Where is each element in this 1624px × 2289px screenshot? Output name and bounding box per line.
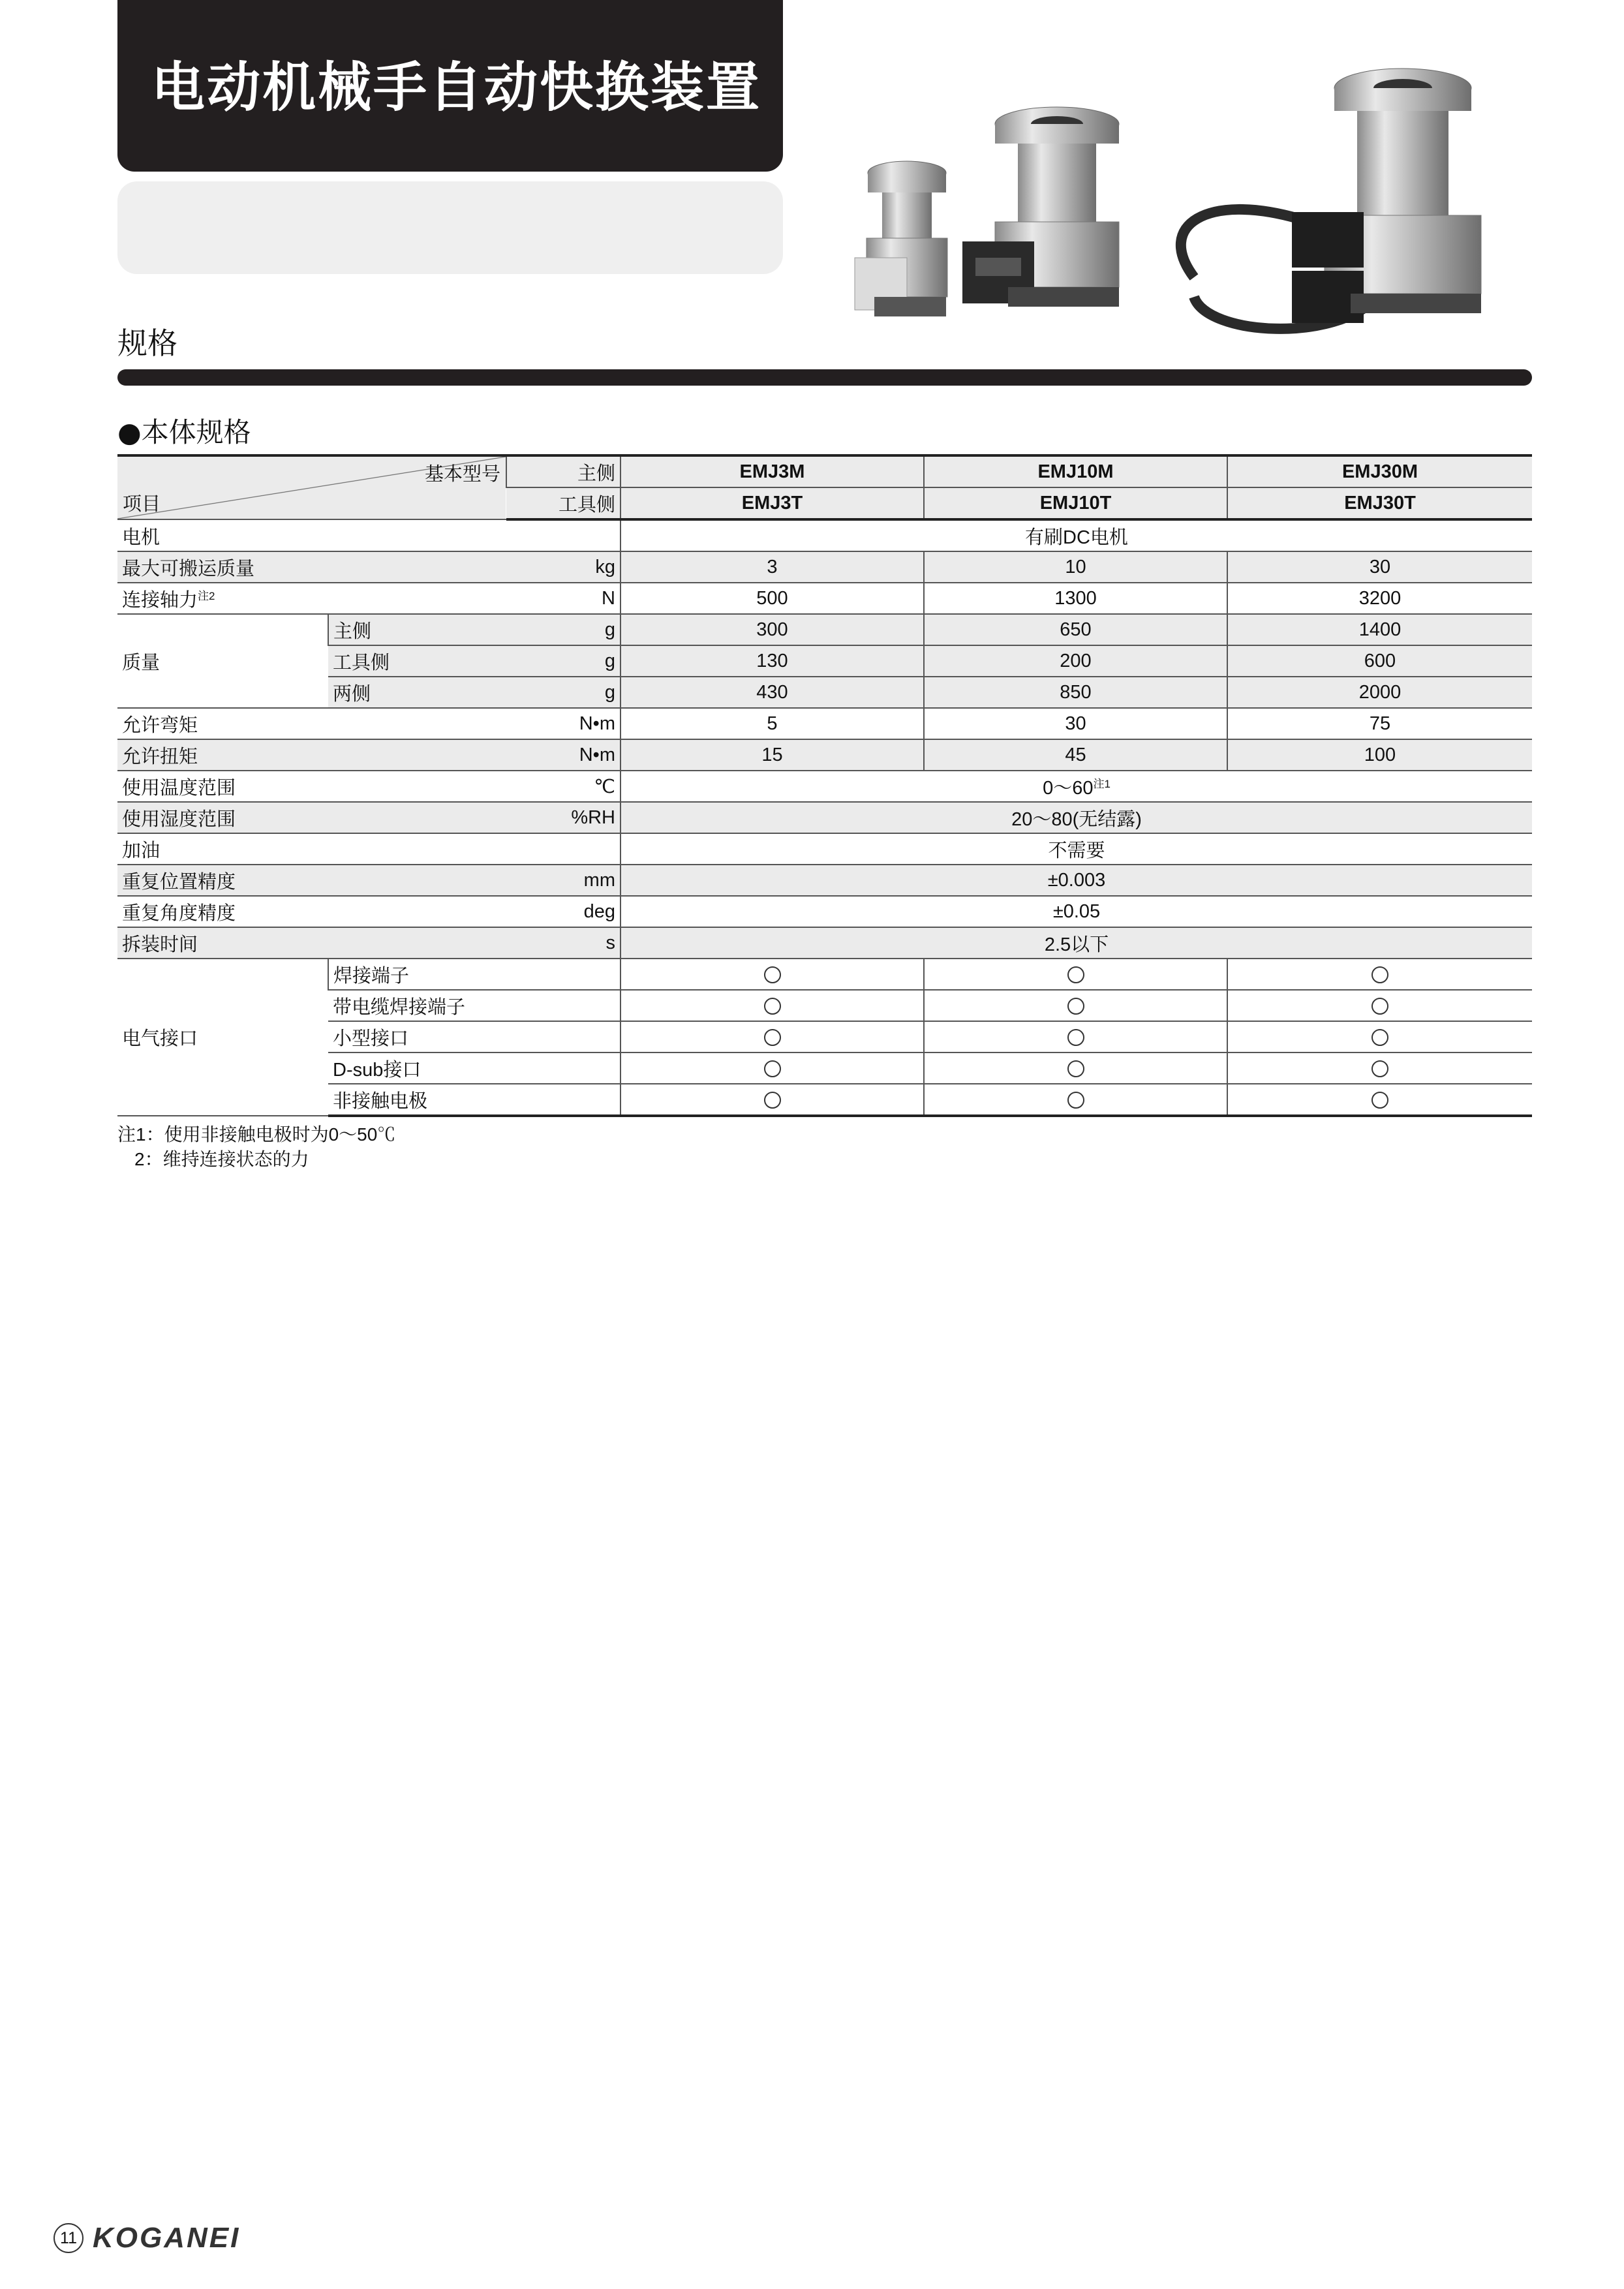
main-side-label: 主侧 [506, 455, 620, 487]
page-footer [54, 2222, 240, 2254]
row-unit: s [506, 927, 620, 959]
subtitle-box [117, 181, 783, 274]
row-temperature [117, 771, 1532, 802]
row-group-label: 质量 [117, 614, 328, 708]
circle-icon [1371, 998, 1388, 1015]
cell-value: 130 [620, 645, 924, 677]
product-emj30-image [1181, 69, 1481, 329]
cell-value: 75 [1227, 708, 1532, 739]
row-unit: ℃ [506, 771, 620, 802]
section-divider [117, 369, 1532, 386]
row-sublabel: 工具侧 [328, 645, 506, 677]
row-repeat-position [117, 865, 1532, 896]
row-humidity [117, 802, 1532, 833]
row-repeat-angle [117, 896, 1532, 927]
circle-icon [1067, 1029, 1084, 1046]
circle-icon [1067, 998, 1084, 1015]
cell-value: 300 [620, 614, 924, 645]
row-unit: g [506, 677, 620, 708]
row-unit: %RH [506, 802, 620, 833]
row-sublabel: D-sub接口 [328, 1052, 620, 1084]
circle-mark [620, 1052, 924, 1084]
item-label: 项目 [123, 494, 161, 515]
cell-value: 600 [1227, 645, 1532, 677]
row-unit: g [506, 614, 620, 645]
row-value: ±0.05 [620, 896, 1532, 927]
circle-icon [1067, 1092, 1084, 1109]
row-value-text: 0～60 [1043, 777, 1094, 799]
row-value: ±0.003 [620, 865, 1532, 896]
tool-side-label: 工具侧 [506, 487, 620, 519]
cell-value: 10 [924, 551, 1227, 583]
row-sublabel: 两侧 [328, 677, 506, 708]
circle-mark [620, 990, 924, 1021]
circle-mark [1227, 1052, 1532, 1084]
cell-value: 1300 [924, 583, 1227, 614]
row-unit: N [506, 583, 620, 614]
row-sublabel: 非接触电极 [328, 1084, 620, 1116]
brand-logo: KOGANEI [93, 2222, 241, 2254]
row-label: 加油 [117, 833, 620, 865]
row-unit: g [506, 645, 620, 677]
basic-model-label: 基本型号 [424, 464, 500, 485]
row-electrical-5 [117, 1084, 1532, 1116]
row-label: 使用湿度范围 [117, 802, 506, 833]
footnote-1: 注1：使用非接触电极时为0～50℃ [117, 1124, 396, 1144]
row-value: 2.5以下 [620, 927, 1532, 959]
row-label [117, 583, 506, 614]
footnotes [117, 1122, 395, 1172]
cell-value: 5 [620, 708, 924, 739]
circle-icon [764, 1092, 781, 1109]
product-emj10-image [962, 107, 1119, 307]
circle-mark [1227, 1084, 1532, 1116]
row-group-label: 电气接口 [117, 959, 328, 1116]
row-label: 拆装时间 [117, 927, 506, 959]
model-main-3: EMJ30M [1227, 455, 1532, 487]
cell-value: 3 [620, 551, 924, 583]
row-value: 有刷DC电机 [620, 519, 1532, 551]
cell-value: 2000 [1227, 677, 1532, 708]
circle-icon [764, 1029, 781, 1046]
title-banner [117, 0, 783, 172]
row-label: 重复位置精度 [117, 865, 506, 896]
cell-value: 1400 [1227, 614, 1532, 645]
row-value: 不需要 [620, 833, 1532, 865]
circle-icon [764, 966, 781, 983]
cell-value: 3200 [1227, 583, 1532, 614]
circle-icon [1371, 1060, 1388, 1077]
cell-value: 15 [620, 739, 924, 771]
row-moment [117, 708, 1532, 739]
page-number: 11 [54, 2223, 84, 2253]
row-coupling-force [117, 583, 1532, 614]
row-value [620, 771, 1532, 802]
circle-icon [1067, 1060, 1084, 1077]
row-torque [117, 739, 1532, 771]
circle-mark [1227, 990, 1532, 1021]
row-label-text: 连接轴力 [122, 589, 198, 611]
cell-value: 45 [924, 739, 1227, 771]
cell-value: 200 [924, 645, 1227, 677]
footnote-2: 2：维持连接状态的力 [134, 1149, 309, 1169]
row-label: 重复角度精度 [117, 896, 506, 927]
row-mass-tool [117, 645, 1532, 677]
row-label: 允许弯矩 [117, 708, 506, 739]
row-label: 最大可搬运质量 [117, 551, 506, 583]
model-main-2: EMJ10M [924, 455, 1227, 487]
circle-mark [924, 959, 1227, 990]
row-unit: kg [506, 551, 620, 583]
cell-value: 100 [1227, 739, 1532, 771]
cell-value: 850 [924, 677, 1227, 708]
circle-icon [1371, 966, 1388, 983]
model-tool-2: EMJ10T [924, 487, 1227, 519]
row-motor [117, 519, 1532, 551]
row-label: 允许扭矩 [117, 739, 506, 771]
circle-mark [620, 959, 924, 990]
row-sublabel: 小型接口 [328, 1021, 620, 1052]
product-photos [842, 62, 1533, 369]
table-title: ●本体规格 [117, 416, 251, 448]
circle-icon [1371, 1092, 1388, 1109]
row-sublabel: 焊接端子 [328, 959, 620, 990]
row-electrical-1 [117, 959, 1532, 990]
circle-mark [924, 1021, 1227, 1052]
note-ref: 注1 [1093, 777, 1111, 790]
cell-value: 500 [620, 583, 924, 614]
row-mass-main [117, 614, 1532, 645]
row-electrical-4 [117, 1052, 1532, 1084]
circle-mark [924, 1084, 1227, 1116]
spec-table [117, 454, 1532, 1117]
circle-mark [924, 1052, 1227, 1084]
circle-mark [1227, 1021, 1532, 1052]
row-unit: mm [506, 865, 620, 896]
row-electrical-3 [117, 1021, 1532, 1052]
cell-value: 430 [620, 677, 924, 708]
note-ref: 注2 [198, 589, 215, 602]
row-value: 20～80(无结露) [620, 802, 1532, 833]
circle-icon [764, 1060, 781, 1077]
product-emj3-image [855, 161, 947, 316]
circle-icon [764, 998, 781, 1015]
row-mass-both [117, 677, 1532, 708]
row-unit: deg [506, 896, 620, 927]
row-sublabel: 带电缆焊接端子 [328, 990, 620, 1021]
circle-mark [620, 1084, 924, 1116]
cell-value: 30 [1227, 551, 1532, 583]
row-label: 使用温度范围 [117, 771, 506, 802]
row-electrical-2 [117, 990, 1532, 1021]
cell-value: 650 [924, 614, 1227, 645]
circle-icon [1371, 1029, 1388, 1046]
circle-icon [1067, 966, 1084, 983]
row-lubrication [117, 833, 1532, 865]
cell-value: 30 [924, 708, 1227, 739]
row-unit: N•m [506, 708, 620, 739]
page-title: 电动机械手自动快换装置 [151, 57, 762, 119]
model-main-1: EMJ3M [620, 455, 924, 487]
header-diagonal-cell [117, 455, 506, 519]
circle-mark [1227, 959, 1532, 990]
circle-mark [620, 1021, 924, 1052]
section-title: 规格 [117, 326, 177, 361]
row-detach-time [117, 927, 1532, 959]
row-sublabel: 主侧 [328, 614, 506, 645]
row-label: 电机 [117, 519, 620, 551]
row-payload [117, 551, 1532, 583]
model-tool-3: EMJ30T [1227, 487, 1532, 519]
row-unit: N•m [506, 739, 620, 771]
model-tool-1: EMJ3T [620, 487, 924, 519]
circle-mark [924, 990, 1227, 1021]
